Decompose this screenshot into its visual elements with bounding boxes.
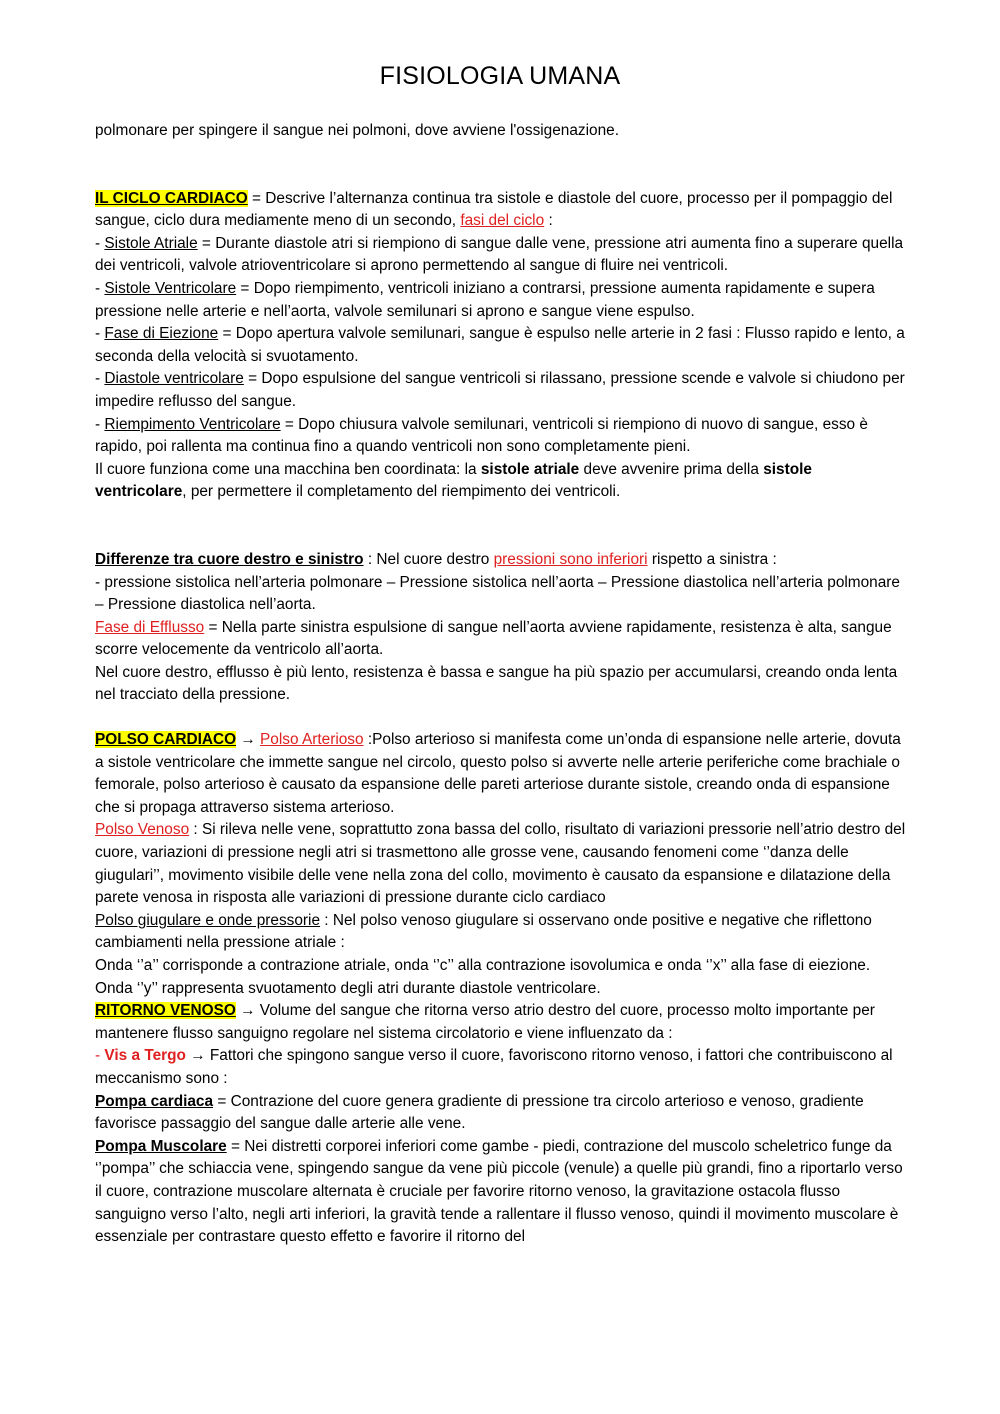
arrow-icon: → (235, 1002, 260, 1020)
document-body (95, 120, 907, 1249)
pompa-muscolare-term: Pompa Muscolare (95, 1137, 227, 1155)
closing-bold: sistole atriale (480, 460, 580, 478)
onde-text: Onda ‘’a’’ corrisponde a contrazione atriale, onda ‘’c’’ alla contrazione isovolumica e onda ‘’x’’ alla fase di eiezione. Onda ‘’y’’ rappresenta svuotamento degli atri durante diastole ventricolare. (95, 957, 871, 997)
link-pressioni-inferiori: pressioni sono inferiori (493, 550, 648, 568)
polso-giugulare-text: : Nel polso venoso giugulare si osservano onde positive e negative che riflettono cambiamenti nella pressione atriale : (95, 911, 872, 952)
phase-text: = Dopo riempimento, ventricoli iniziano a contrarsi, pressione aumenta rapidamente e supera pressione nelle arterie e nell’aorta, valvole semilunari si aprono e sangue viene espulso. (95, 279, 875, 320)
dash: - (95, 415, 105, 433)
vis-a-tergo-term: Vis a Tergo (104, 1047, 186, 1065)
dash: - (95, 1047, 105, 1065)
section-ritorno-venoso (95, 1000, 907, 1045)
ciclo-closing (95, 459, 907, 504)
heading-polso-cardiaco: POLSO CARDIACO (95, 731, 237, 749)
destro-text: Nel cuore destro, efflusso è più lento, resistenza è bassa e sangue ha più spazio per accumularsi, creando onda lenta nel tracciato della pressione. (95, 663, 898, 704)
spacer (95, 143, 907, 188)
section-polso-cardiaco (95, 729, 907, 819)
efflusso-item (95, 617, 907, 662)
phase-term: Diastole ventricolare (104, 370, 244, 388)
phase-term: Sistole Ventricolare (104, 279, 237, 297)
spacer (95, 504, 907, 549)
ritorno-text: Volume del sangue che ritorna verso atrio destro del cuore, processo molto importante per mantenere flusso sanguigno regolare nel sistema circolatorio e viene influenzato da : (95, 1002, 875, 1042)
phase-text: = Dopo espulsione del sangue ventricoli si rilassano, pressione scende e valvole si chiudono per impedire reflusso del sangue. (95, 370, 905, 410)
section-ciclo-cardiaco (95, 188, 907, 233)
polso-venoso-term: Polso Venoso (95, 821, 190, 839)
phase-text: = Durante diastole atri si riempiono di sangue dalle vene, pressione atri aumenta fino a superare quella dei ventricoli, valvole atrioventricolare si aprono permettendo al sangue di fluire nei ventricoli. (95, 234, 904, 275)
phase-term: Riempimento Ventricolare (104, 415, 281, 433)
vis-a-tergo-item (95, 1045, 907, 1090)
polso-venoso-text: : Si rileva nelle vene, soprattutto zona bassa del collo, risultato di variazioni pressorie nell’atrio destro del cuore, variazioni di pressione negli atri si trasmettono alle grosse vene, causando fenomeni come ‘’danza delle giugulari’’, movimento visibile delle vene nella zona del collo, movimento è causato da espansione e dilatazione della parete venosa in risposta alle variazioni di pressione durante ciclo cardiaco (95, 821, 906, 907)
differenze-list: - pressione sistolica nell’arteria polmonare – Pressione sistolica nell’aorta – Pressione diastolica nell’arteria polmonare – Pressione diastolica nell’aorta. (95, 573, 900, 614)
phase-text: = Dopo chiusura valvole semilunari, ventricoli si riempiono di nuovo di sangue, esso è rapido, poi rallenta ma continua fino a quando ventricoli non sono completamente pieni. (95, 415, 868, 456)
polso-venoso-item (95, 819, 907, 909)
vis-a-tergo-text: Fattori che spingono sangue verso il cuore, favoriscono ritorno venoso, i fattori che contribuiscono al meccanismo sono : (95, 1047, 893, 1087)
phase-term: Fase di Eiezione (104, 325, 219, 343)
dash: - (95, 279, 105, 297)
paragraph-intro: polmonare per spingere il sangue nei polmoni, dove avviene l'ossigenazione. (95, 122, 619, 139)
phase-item (95, 414, 907, 459)
spacer (95, 707, 907, 729)
closing-text: deve avvenire prima della (579, 460, 764, 478)
polso-arterioso-term: Polso Arterioso (260, 731, 364, 749)
phase-item (95, 278, 907, 323)
phase-term: Sistole Atriale (104, 234, 198, 252)
efflusso-text: = Nella parte sinistra espulsione di sangue nell’aorta avviene rapidamente, resistenza è alta, sangue scorre velocemente da ventricolo all’aorta. (95, 618, 892, 659)
ciclo-intro: = Descrive l’alternanza continua tra sistole e diastole del cuore, processo per il pompaggio del sangue, ciclo dura mediamente meno di un secondo, (95, 189, 893, 230)
polso-giugulare-item (95, 910, 907, 955)
pompa-muscolare-text: = Nei distretti corporei inferiori come gambe - piedi, contrazione del muscolo scheletrico funge da ‘’pompa’’ che schiaccia vene, spingendo sangue da vene più piccole (venule) a quelle più grandi, fino a riportarlo verso il cuore, contrazione muscolare alternata è cruciale per favorire ritorno venoso, la gravitazione ostacola flusso sanguigno verso l’alto, negli arti inferiori, la gravità tende a rallentare il flusso venoso, quindi il movimento muscolare è essenziale per contrastare questo effetto e favorire il ritorno del (95, 1137, 903, 1246)
heading-ciclo-cardiaco: IL CICLO CARDIACO (95, 189, 248, 207)
pompa-cardiaca-item (95, 1091, 907, 1136)
phase-text: = Dopo apertura valvole semilunari, sangue è espulso nelle arterie in 2 fasi : Flusso rapido e lento, a seconda della velocità si svuotamento. (95, 325, 905, 365)
phase-item (95, 368, 907, 413)
polso-giugulare-term: Polso giugulare e onde pressorie (95, 911, 321, 929)
phase-item (95, 323, 907, 368)
pompa-muscolare-item (95, 1136, 907, 1249)
arrow-icon: → (185, 1047, 210, 1065)
polso-arterioso-text: :Polso arterioso si manifesta come un’onda di espansione nelle arterie, dovuta a sistole ventricolare che immette sangue nel circolo, questo polso si avverte nelle arterie periferiche come brachiale o femorale, polso arterioso è causato da espansione delle pareti arteriose durante sistole, creando onda di espansione che si propaga attraverso sistema arterioso. (95, 731, 901, 816)
phase-item (95, 233, 907, 278)
pompa-cardiaca-term: Pompa cardiaca (95, 1092, 214, 1110)
dash: - (95, 325, 105, 343)
pompa-cardiaca-text: = Contrazione del cuore genera gradiente di pressione tra circolo arterioso e venoso, gradiente favorisce passaggio del sangue dalle arterie alle vene. (95, 1092, 864, 1133)
closing-text: Il cuore funziona come una macchina ben coordinata: la (95, 460, 481, 478)
dash: - (95, 370, 105, 388)
efflusso-term: Fase di Efflusso (95, 618, 205, 636)
link-fasi-del-ciclo: fasi del ciclo (460, 212, 545, 230)
arrow-icon: → (236, 731, 261, 749)
differenze-tail: rispetto a sinistra : (647, 550, 777, 568)
ciclo-intro-tail: : (544, 212, 553, 230)
heading-ritorno-venoso: RITORNO VENOSO (95, 1002, 236, 1020)
section-differenze (95, 549, 907, 572)
closing-text: , per permettere il completamento del riempimento dei ventricoli. (182, 483, 621, 501)
dash: - (95, 234, 105, 252)
heading-differenze: Differenze tra cuore destro e sinistro (95, 550, 364, 568)
closing-bold: sistole ventricolare (95, 460, 812, 501)
differenze-intro: : Nel cuore destro (363, 550, 494, 568)
page-title: FISIOLOGIA UMANA (379, 62, 621, 90)
